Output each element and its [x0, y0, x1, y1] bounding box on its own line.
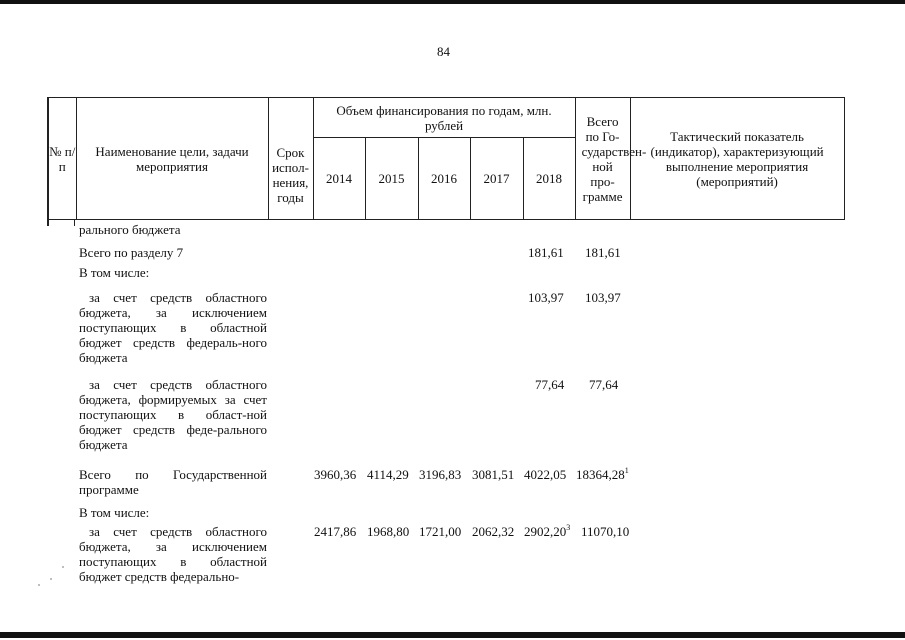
program-regional-2018: 2902,20$^3$ [524, 523, 571, 539]
regional-excl-total: 103,97 [585, 290, 621, 305]
program-total-label: Всего по Государственной программе [79, 467, 267, 497]
section7-2018: 181,61 [528, 245, 564, 260]
program-total-2014: 3960,36 [314, 467, 357, 482]
header-funding: Объем финансирования по годам, млн. рублей [313, 98, 575, 138]
program-regional-2017: 2062,32 [472, 524, 515, 539]
header-term: Срок испол-нения, годы [268, 98, 313, 220]
program-regional-2015: 1968,80 [367, 524, 410, 539]
continuation-text: рального бюджета [79, 222, 181, 237]
footnote-3: 3 [566, 523, 571, 532]
regional-fed-2018: 77,64 [535, 377, 565, 392]
program-regional-total: 11070,10 [581, 524, 630, 539]
table-left-border [47, 220, 49, 226]
program-total-total: 18364,28$^1$ [576, 466, 629, 482]
program-regional-2016: 1721,00 [419, 524, 462, 539]
table-header [47, 97, 845, 220]
program-total-2015: 4114,29 [367, 467, 409, 482]
header-year-2015: 2015 [365, 138, 418, 220]
scan-speck [62, 566, 64, 568]
regional-fed-label: за счет средств областного бюджета, формируемых за счет поступающих в област-ной бюджет средств феде-рального бюджета [79, 377, 267, 452]
header-name: Наименование цели, задачи мероприятия [76, 98, 268, 220]
regional-excl-2018: 103,97 [528, 290, 564, 305]
header-year-2016: 2016 [418, 138, 470, 220]
header-year-2014: 2014 [313, 138, 365, 220]
program-total-2018: 4022,05 [524, 467, 567, 482]
header-total: Всего по Го-сударствен-ной про-грамме [575, 98, 630, 220]
header-num: № п/п [48, 98, 76, 220]
regional-fed-total: 77,64 [589, 377, 619, 392]
scan-speck [50, 578, 52, 580]
regional-excl-label: за счет средств областного бюджета, за исключением поступающих в областной бюджет средств федераль-ного бюджета [79, 290, 267, 365]
table-col-border [74, 220, 75, 226]
section7-total-label: Всего по разделу 7 [79, 245, 184, 260]
scan-speck [38, 584, 40, 586]
section7-total: 181,61 [585, 245, 621, 260]
program-total-2017: 3081,51 [472, 467, 515, 482]
header-indicator: Тактический показатель (индикатор), характеризующий выполнение мероприятия (мероприятий) [630, 98, 844, 220]
page-number: 84 [437, 44, 450, 59]
footnote-1: 1 [624, 466, 629, 475]
program-regional-2014: 2417,86 [314, 524, 357, 539]
program-total-2016: 3196,83 [419, 467, 462, 482]
program-regional-excl-label: за счет средств областного бюджета, за исключением поступающих в областной бюджет средств федерально- [79, 524, 267, 584]
in-number-label-1: В том числе: [79, 265, 150, 280]
bottom-border [0, 632, 905, 638]
in-number-label-2: В том числе: [79, 505, 150, 520]
top-border [0, 0, 905, 4]
header-year-2018: 2018 [523, 138, 575, 220]
header-year-2017: 2017 [470, 138, 523, 220]
